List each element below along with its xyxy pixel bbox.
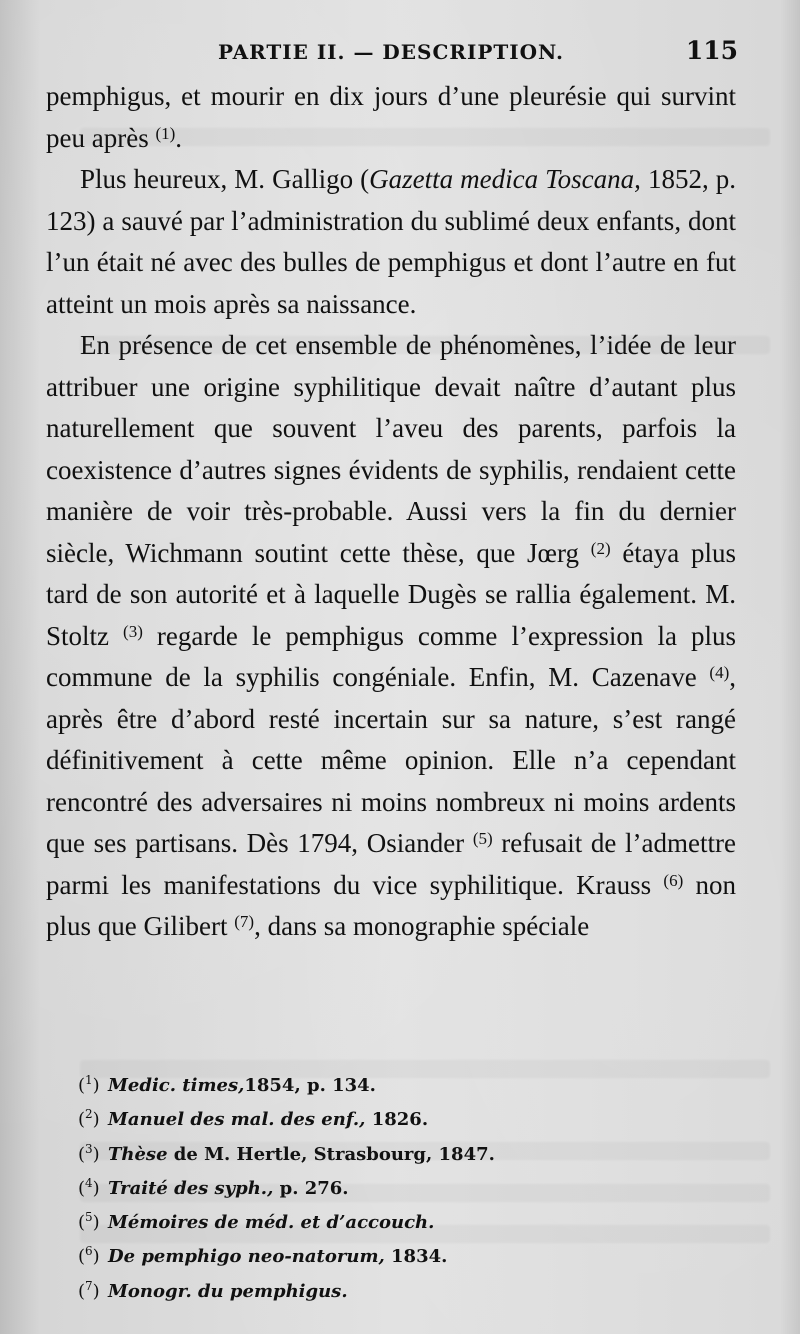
footnote: ($^3$) Thèse de M. Hertle, Strasbourg, 1847. [78,1141,495,1165]
footnote: ($^6$) De pemphigo neo-natorum, 1834. [78,1244,448,1268]
paragraph: En présence de cet ensemble de phénomènes, l’idée de leur attribuer une origine syphilitique devait naître d’autant plus naturellement que souvent l’aveu des parents, parfois la coexistence d’autres signes évidents de syphilis, rendaient cette manière de voir très-probable. Aussi vers la fin du dernier siècle, Wichmann soutint cette thèse, que Jœrg $^{(2)}$ étaya plus tard de son autorité et à laquelle Dugès se rallia également. M. Stoltz $^{(3)}$ regarde le pemphigus comme l’expression la plus commune de la syphilis congéniale. Enfin, M. Cazenave $^{(4)}$, après être d’abord resté incertain sur sa nature, s’est rangé définitivement à cette même opinion. Elle n’a cependant rencontré des adversaires ni moins nombreux ni moins ardents que ses partisans. Dès 1794, Osiander $^{(5)}$ refusait de l’admettre parmi les manifestations du vice syphilitique. Krauss $^{(6)}$ non plus que Gilibert $^{(7)}$, dans sa monographie spéciale [46,330,736,941]
source-title: Gazetta medica Toscana, [369,164,641,194]
footnote-ref[interactable]: (4) [709,663,730,682]
paragraph: pemphigus, et mourir en dix jours d’une pleurésie qui survint peu après $^{(1)}$. [46,81,736,153]
page-header [58,36,738,72]
footnote-ref[interactable]: (5) [472,829,493,848]
running-head: PARTIE II. — DESCRIPTION. [218,40,565,64]
footnote-ref[interactable]: (7) [234,912,255,931]
footnote: ($^5$) Mémoires de méd. et d’accouch. [78,1210,435,1234]
footnote-ref[interactable]: (3) [123,621,143,641]
footnote-ref[interactable]: (6) [663,870,684,890]
footnote: ($^7$) Monogr. du pemphigus. [78,1278,348,1302]
footnote: ($^4$) Traité des syph., p. 276. [78,1175,349,1199]
body-text [46,76,736,948]
paragraph: Plus heureux, M. Galligo (Gazetta medica Toscana, 1852, p. 123) a sauvé par l’administration du sublimé deux enfants, dont l’un était né avec des bulles de pemphigus et dont l’autre en fut atteint un mois après sa naissance. [46,164,736,319]
footnote-ref[interactable]: (1) [155,123,176,143]
footnote: ($^2$) Manuel des mal. des enf., 1826. [78,1107,429,1131]
page-number: 115 [685,36,738,65]
footnote-ref[interactable]: (2) [590,538,611,558]
footnotes [78,1066,738,1306]
footnote: ($^1$) Medic. times,1854, p. 134. [78,1073,376,1096]
